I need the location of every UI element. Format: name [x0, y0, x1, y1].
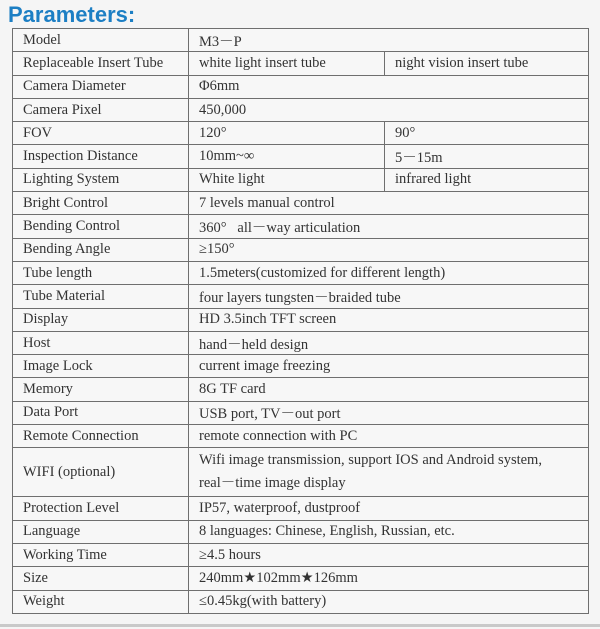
param-label: Language: [13, 520, 189, 543]
param-value-alt: infrared light: [385, 168, 589, 191]
param-value: ≤0.45kg(with battery): [189, 590, 589, 613]
param-label: Model: [13, 29, 189, 52]
table-row: [13, 98, 589, 121]
table-row: [13, 192, 589, 215]
param-label: Bending Angle: [13, 238, 189, 261]
param-label: Protection Level: [13, 497, 189, 520]
table-row: [13, 590, 589, 613]
param-label: Tube length: [13, 261, 189, 284]
param-label: Bending Control: [13, 215, 189, 238]
bottom-divider: [0, 624, 600, 627]
table-row: [13, 122, 589, 145]
param-label: FOV: [13, 122, 189, 145]
param-label: Inspection Distance: [13, 145, 189, 168]
param-value-line: Wifi image transmission, support IOS and Android system,: [199, 452, 542, 469]
param-label: Bright Control: [13, 192, 189, 215]
param-value: White light: [189, 168, 385, 191]
param-value-multiline: [189, 448, 589, 497]
param-label: Replaceable Insert Tube: [13, 52, 189, 75]
param-value: four layers tungsten－braided tube: [189, 285, 589, 308]
table-row: [13, 425, 589, 448]
param-value: 360° all－way articulation: [189, 215, 589, 238]
param-label: Data Port: [13, 401, 189, 424]
param-label: Memory: [13, 378, 189, 401]
param-value: 8 languages: Chinese, English, Russian, etc.: [189, 520, 589, 543]
table-row: [13, 520, 589, 543]
param-value-line: real－time image display: [199, 475, 346, 492]
param-value: 120°: [189, 122, 385, 145]
param-label: WIFI (optional): [13, 448, 189, 497]
table-row: [13, 567, 589, 590]
param-value: ≥150°: [189, 238, 589, 261]
param-value: 1.5meters(customized for different length): [189, 261, 589, 284]
param-value: 7 levels manual control: [189, 192, 589, 215]
param-value-alt: night vision insert tube: [385, 52, 589, 75]
table-row: [13, 238, 589, 261]
param-value-alt: 5－15m: [385, 145, 589, 168]
param-value: remote connection with PC: [189, 425, 589, 448]
table-row: [13, 215, 589, 238]
param-label: Image Lock: [13, 355, 189, 378]
param-value: HD 3.5inch TFT screen: [189, 308, 589, 331]
table-row: [13, 75, 589, 98]
param-value: 450,000: [189, 98, 589, 121]
param-label: Host: [13, 331, 189, 354]
param-label: Camera Pixel: [13, 98, 189, 121]
param-label: Display: [13, 308, 189, 331]
table-row: [13, 448, 589, 497]
param-value: 10mm~∞: [189, 145, 385, 168]
param-value: current image freezing: [189, 355, 589, 378]
table-row: [13, 378, 589, 401]
table-row: [13, 543, 589, 566]
table-row: [13, 308, 589, 331]
param-label: Camera Diameter: [13, 75, 189, 98]
param-value: USB port, TV－out port: [189, 401, 589, 424]
param-label: Weight: [13, 590, 189, 613]
table-row: [13, 145, 589, 168]
param-value: IP57, waterproof, dustproof: [189, 497, 589, 520]
parameters-table: [12, 28, 589, 614]
param-value-alt: 90°: [385, 122, 589, 145]
param-value: hand－held design: [189, 331, 589, 354]
param-value: M3－P: [189, 29, 589, 52]
param-label: Remote Connection: [13, 425, 189, 448]
param-label: Tube Material: [13, 285, 189, 308]
table-row: [13, 497, 589, 520]
table-row: [13, 285, 589, 308]
param-label: Lighting System: [13, 168, 189, 191]
param-label: Size: [13, 567, 189, 590]
table-row: [13, 355, 589, 378]
table-row: [13, 331, 589, 354]
table-row: [13, 168, 589, 191]
page-title: Parameters:: [8, 2, 136, 27]
param-value: white light insert tube: [189, 52, 385, 75]
param-value: Φ6mm: [189, 75, 589, 98]
table-row: [13, 261, 589, 284]
param-label: Working Time: [13, 543, 189, 566]
param-value: 240mm★102mm★126mm: [189, 567, 589, 590]
param-value: ≥4.5 hours: [189, 543, 589, 566]
table-row: [13, 52, 589, 75]
table-row: [13, 29, 589, 52]
table-row: [13, 401, 589, 424]
param-value: 8G TF card: [189, 378, 589, 401]
